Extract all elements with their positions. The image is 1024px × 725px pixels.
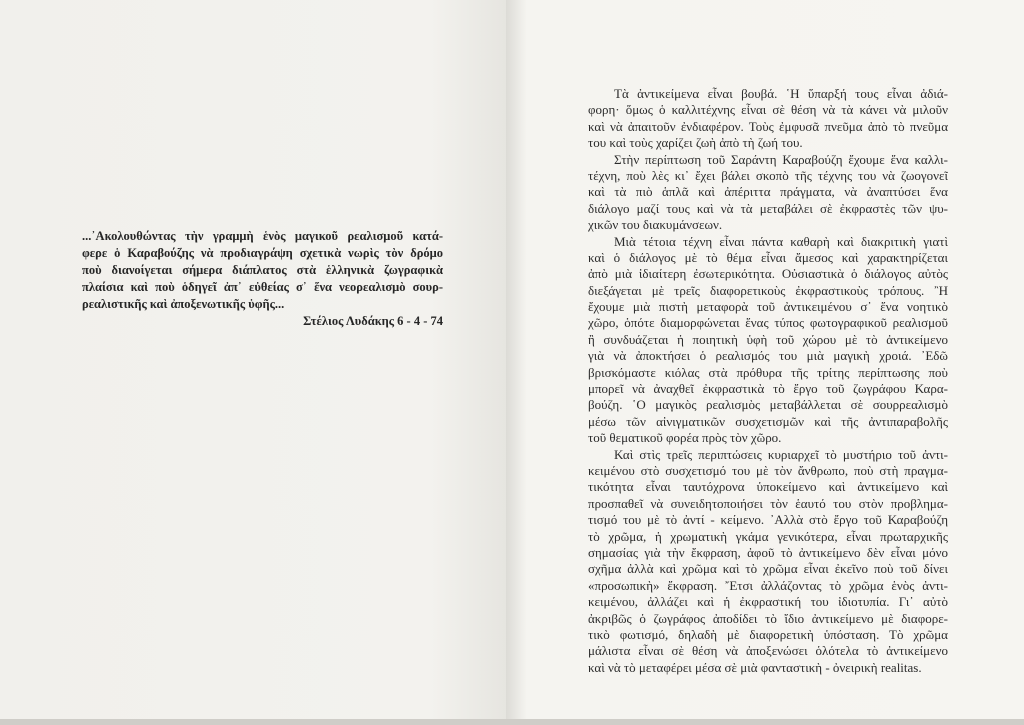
left-page [0,0,506,719]
body-line: ἢ συνδυάζεται ἡ ποιητικὴ ὑφὴ τοῦ χώρου μὲ τὸ ἀντικείμενο [588,331,948,347]
body-line: χῶρο, ὁπότε διαμορφώνεται ἕνας τύπος φωτογραφικοῦ ρεαλισμοῦ [588,315,948,331]
body-line: μπορεῖ νὰ ἀναχθεῖ ἐκφραστικὰ τὸ ἔργο τοῦ ζωγράφου Καρα- [588,381,948,397]
page-bottom-edge [0,719,1024,725]
body-line: κειμένου στὸ συσχετισμό του μὲ τὸν ἄνθρωπο, ποὺ στὴ πραγμα- [588,462,948,478]
body-line: Μιὰ τέτοια τέχνη εἶναι πάντα καθαρὴ καὶ διακριτικὴ γιατὶ [614,233,948,249]
body-line: Τὰ ἀντικείμενα εἶναι βουβά. ῾Η ὕπαρξή τους εἶναι ἀδιά- [614,86,948,101]
body-line: μάλιστα εἶναι σὲ θέση νὰ ἀποξενώσει ὁλότελα τὸ ἀντικείμενο [588,643,948,659]
quote-signature: Στέλιος Λυδάκης 6 - 4 - 74 [303,314,443,328]
body-line: διάλογο μαζί τους καὶ νὰ τὰ μεταβάλει σὲ ἐκφραστὲς τῶν ψυ- [588,200,948,216]
body-line: γιὰ νὰ ἀποκτήσει ὁ ρεαλισμός του μιὰ μαγικὴ χροιά. ᾿Εδῶ [588,348,948,364]
body-line: προσπαθεῖ νὰ συνειδητοποιήσει τὸν ἑαυτό του στὸν προβλημα- [588,495,948,511]
body-line: ἔχουμε μιὰ πιστὴ μεταφορὰ τοῦ ἀντικειμένου σ᾿ ἕνα νοητικὸ [588,299,948,315]
body-line: χικῶν του διακυμάνσεων. [588,217,723,233]
body-line: τὸ χρῶμα, ἡ χρωματικὴ γκάμα γενικότερα, εἶναι πρωταρχικῆς [588,528,948,544]
body-line: τοῦ θεματικοῦ φορέα πρὸς τὸν χῶρο. [588,430,782,446]
body-line: σημασίας γιὰ τὴν ἔκφραση, ἀφοῦ τὸ ἀντικείμενο δὲν εἶναι μόνο [588,544,948,560]
body-line: σχῆμα ἀλλὰ καὶ χρῶμα καὶ τὸ χρῶμα εἶναι ἐκεῖνο ποὺ τοῦ δίνει [588,561,948,577]
body-line: καὶ νὰ ἀπαιτοῦν ἐνδιαφέρον. Τοὺς ἐμφυσᾶ πνεῦμα ἀπὸ τὸ πνεῦμα [588,118,948,134]
body-line: ἀκριβῶς ὁ ζωγράφος ἀποδίδει τὸ ἴδιο ἀντικείμενο μὲ διαφορε- [588,610,948,626]
body-line: τικότητα εἶναι ταυτόχρονα ὑποκείμενο καὶ ἀντικείμενο καὶ [588,479,948,495]
body-line: κειμένου, ἀλλάζει καὶ ἡ ἐκφραστική του ἰδιοτυπία. Γι᾿ αὐτὸ [588,594,948,610]
body-line: φορη· ὅμως ὁ καλλιτέχνης εἶναι σὲ θέση νὰ τὰ κάνει νὰ μιλοῦν [588,102,948,118]
body-line: διεξάγεται μὲ τρεῖς διαφορετικοὺς ἐκφραστικοὺς τρόπους. ῍Η [588,282,948,298]
body-line: του καὶ τοὺς χαρίζει ζωὴ ἀπὸ τὴ ζωή του. [588,135,803,151]
quote-line: ποὺ διανοίγεται σήμερα διάπλατος στὰ ἑλληνικὰ ζωγραφικὰ [82,263,443,277]
quote-line: πλαίσια καὶ ποὺ ὁδηγεῖ ἀπ᾿ εὐθείας σ᾿ ἕνα νεορεαλισμὸ σουρ- [82,280,443,294]
body-line: ἀπὸ μιὰ ἰδιαίτερη ἐσωτερικότητα. Οὐσιαστικὰ ὁ διάλογος αὐτὸς [588,266,948,282]
quote-block [82,228,443,330]
body-line: τισμό του μὲ τὸ ἀντί - κείμενο. ᾿Αλλὰ στὸ ἔργο τοῦ Καραβούζη [588,512,948,528]
body-line: καὶ τὰ πιὸ ἁπλᾶ καὶ ἀπέριττα πράγματα, νὰ ἀναπτύσει ἕνα [588,184,948,200]
quote-line: ...᾿Ακολουθώντας τὴν γραμμὴ ἑνὸς μαγικοῦ ρεαλισμοῦ κατά- [82,229,443,243]
body-line: «προσωπικὴ» ἔκφραση. ῎Ετσι ἀλλάζοντας τὸ χρῶμα ἑνὸς ἀντι- [588,577,948,593]
body-line: βρισκόμαστε κιόλας στὰ πρόθυρα τῆς τρίτης περίπτωσης ποὺ [588,364,948,380]
quote-line: φερε ὁ Καραβούζης νὰ προδιαγράψη σχετικὰ νωρὶς τὸν δρόμο [82,246,443,260]
body-line: βούζη. ῾Ο μαγικὸς ρεαλισμὸς μεταβάλλεται σὲ σουρρεαλισμὸ [588,397,948,413]
body-line: Καὶ στὶς τρεῖς περιπτώσεις κυριαρχεῖ τὸ μυστήριο τοῦ ἀντι- [614,446,948,462]
body-text [588,86,948,676]
body-line: τικὸ φωτισμό, δηλαδὴ μὲ διαφορετικὴ ὑπόσταση. Τὸ χρῶμα [588,626,948,642]
body-line: τέχνη, ποὺ λὲς κι᾿ ἔχει βάλει σκοπὸ τῆς τέχνης του νὰ ζωογονεῖ [588,167,948,183]
body-line: Στὴν περίπτωση τοῦ Σαράντη Καραβούζη ἔχουμε ἕνα καλλι- [614,151,948,167]
body-line: καὶ νὰ τὸ μεταφέρει μέσα σὲ μιὰ φανταστικὴ - ὀνειρικὴ realitas. [588,659,922,675]
body-line: μέσω τῶν αἰνιγματικῶν συσχετισμῶν καὶ τῆς ἀντιπαραβολῆς [588,413,948,429]
body-line: καὶ ὁ διάλογος μὲ τὸ θέμα εἶναι ἄμεσος καὶ χαρακτηρίζεται [588,249,948,265]
quote-line: ρεαλιστικῆς καὶ ἀποξενωτικῆς ὑφῆς... [82,297,285,311]
